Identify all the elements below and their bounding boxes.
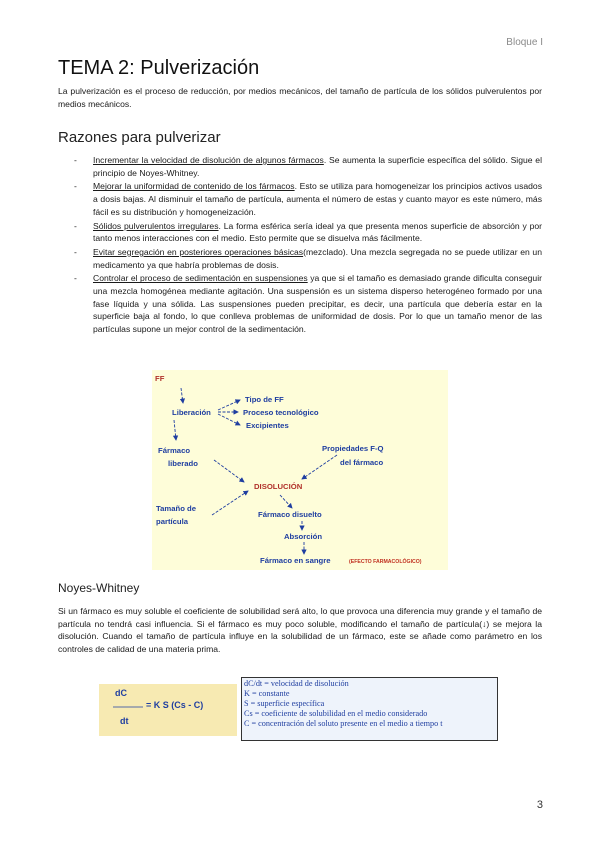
- diagram-particula: partícula: [156, 517, 189, 526]
- diagram-excipientes: Excipientes: [246, 421, 289, 430]
- noyes-paragraph: Si un fármaco es muy soluble el coeficiente de solubilidad será alto, lo que provoca una diferencia muy grande y el tamaño de partícula no tendrá casi influencia. Si el fármaco es muy poco soluble, modificando el tamaño de partícula(↓) se mejora la disolución. Cuando el tamaño de partícula influye en la solubilidad de un fármaco, este se añade como parámetro en los controles de calidad de una materia prima.: [58, 606, 542, 655]
- legend-item: K = constante: [244, 689, 290, 699]
- formula-numerator: dC: [115, 688, 127, 698]
- legend-item: dC/dt = velocidad de disolución: [244, 679, 349, 688]
- formula-box: [99, 684, 237, 736]
- reason-title: Sólidos pulverulentos irregulares: [93, 220, 219, 231]
- diagram-tamano: Tamaño de: [156, 504, 197, 513]
- diagram-del-farmaco: del fármaco: [340, 458, 384, 467]
- diagram-sangre: Fármaco en sangre: [260, 556, 331, 565]
- list-item: - Mejorar la uniformidad de contenido de los fármacos. Esto se utiliza para homogeneizar los principios activos usados a dosis bajas. Al disminuir el tamaño de partícula, aumenta el número de estas y cuanto mayor es este número, más fácil es su distribución y homogeneización.: [74, 181, 542, 217]
- reason-title: Evitar segregación en posteriores operaciones básicas: [93, 246, 304, 257]
- diagram-disolucion: DISOLUCIÓN: [254, 482, 303, 491]
- reason-title: Incrementar la velocidad de disolución de algunos fármacos: [93, 155, 324, 165]
- list-item: - Sólidos pulverulentos irregulares. La forma esférica sería ideal ya que presenta menos superficie de absorción y por tanto menos interacciones con el medio. Esto permite que se disuelva más fácilmente.: [74, 220, 542, 244]
- diagram-propiedades: Propiedades F-Q: [322, 444, 384, 453]
- section-header: Bloque I: [506, 37, 543, 48]
- reasons-heading: Razones para pulverizar: [58, 129, 221, 146]
- diagram-tipo-ff: Tipo de FF: [245, 395, 284, 404]
- diagram-liberado: liberado: [168, 459, 198, 468]
- reasons-list: [58, 154, 542, 337]
- reason-title: Controlar el proceso de sedimentación en suspensiones: [93, 273, 308, 284]
- diagram-farmaco: Fármaco: [158, 446, 191, 455]
- diagram-proceso: Proceso tecnológico: [243, 408, 319, 417]
- legend-item: S = superficie específica: [244, 699, 325, 709]
- list-item: - Evitar segregación en posteriores operaciones básicas(mezclado). Una mezcla segregada no se puede utilizar en un medicamento ya que habría problemas de dosis.: [74, 246, 542, 270]
- diagram-ff-label: FF: [155, 374, 165, 383]
- diagram-absorcion: Absorción: [284, 532, 323, 541]
- legend-item: Cs = coeficiente de solubilidad en el medio considerado: [244, 709, 428, 719]
- list-item: - Incrementar la velocidad de disolución de algunos fármacos. Se aumenta la superficie específica del sólido. Sigue el principio de Noyes-Whitney.: [74, 155, 542, 178]
- noyes-heading: Noyes-Whitney: [58, 581, 140, 595]
- formula-denominator: dt: [120, 716, 129, 726]
- legend-item: C = concentración del soluto presente en el medio a tiempo t: [244, 719, 443, 729]
- diagram-efecto: (EFECTO FARMACOLÓGICO): [349, 559, 422, 565]
- list-item: - Controlar el proceso de sedimentación en suspensiones ya que si el tamaño es demasiado grande dificulta conseguir una mezcla homogénea mediante agitación. Una suspensión es un sistema disperso heterogéneo formado por una fase líquida y una sólida. Las suspensiones pueden precipitar, es decir, una partícula que debería estar en la superficie baja al fondo, lo que conlleva problemas de uniformidad de dosis. Por lo que un tamaño menor de las partículas supone un mejor control de la sedimentación.: [74, 273, 542, 335]
- intro-paragraph: La pulverización es el proceso de reducción, por medios mecánicos, del tamaño de partícula de los sólidos pulverulentos por medios mecánicos.: [58, 86, 542, 109]
- diagram-liberacion: Liberación: [172, 408, 211, 417]
- diagram-disuelto: Fármaco disuelto: [258, 510, 322, 519]
- page-title: TEMA 2: Pulverización: [58, 57, 260, 79]
- formula-legend: [241, 677, 498, 741]
- dissolution-diagram: [152, 370, 448, 570]
- page-number: 3: [536, 799, 543, 811]
- reason-title: Mejorar la uniformidad de contenido de los fármacos: [93, 181, 295, 192]
- formula-equation: = K S (Cs - C): [146, 700, 204, 710]
